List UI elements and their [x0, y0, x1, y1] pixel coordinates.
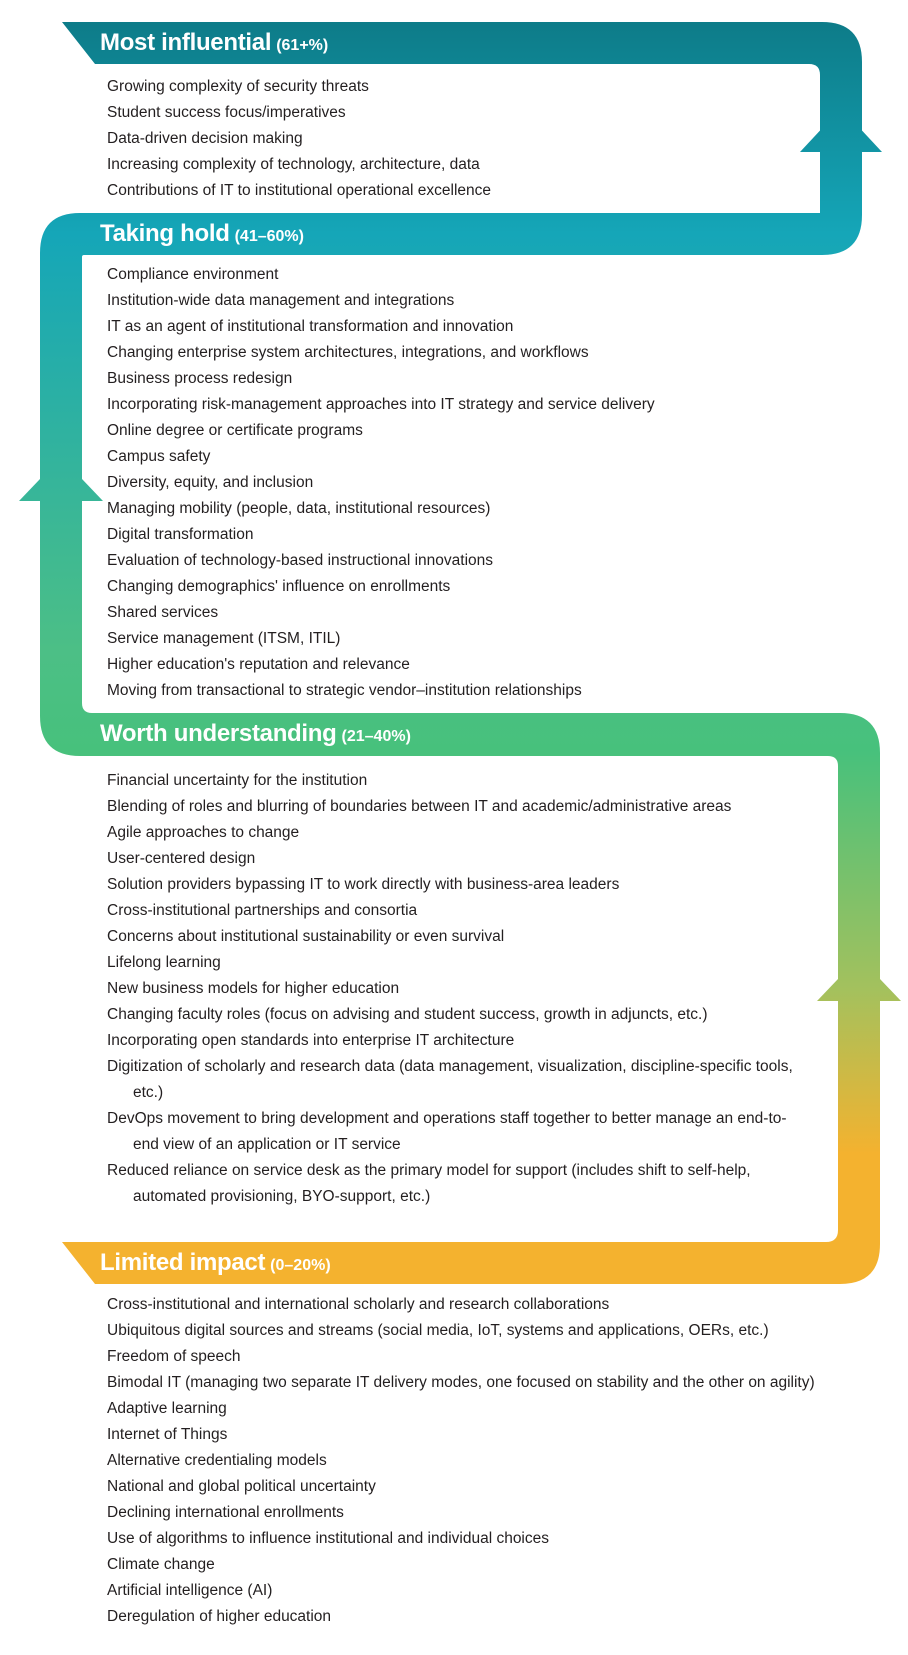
list-item: Evaluation of technology-based instructional innovations — [107, 552, 494, 569]
tier-list-most-influential — [107, 74, 491, 204]
tier-header-limited-impact — [100, 1248, 331, 1281]
list-item: Blending of roles and blurring of boundaries between IT and academic/administrative areas — [107, 798, 732, 815]
list-item: Incorporating risk-management approaches into IT strategy and service delivery — [107, 396, 655, 413]
list-item: Increasing complexity of technology, architecture, data — [107, 156, 480, 173]
list-item: Online degree or certificate programs — [107, 422, 363, 439]
list-item: Bimodal IT (managing two separate IT delivery modes, one focused on stability and the other on agility) — [107, 1374, 815, 1391]
tier-range: (21–40%) — [341, 728, 411, 745]
tier-title: Most influential — [100, 29, 272, 56]
list-item: Moving from transactional to strategic vendor–institution relationships — [107, 682, 582, 699]
list-item: Higher education's reputation and relevance — [107, 656, 410, 673]
list-item: Contributions of IT to institutional operational excellence — [107, 182, 491, 199]
list-item: Alternative credentialing models — [107, 1452, 327, 1469]
list-item: Service management (ITSM, ITIL) — [107, 630, 341, 647]
list-item: National and global political uncertainty — [107, 1478, 376, 1495]
list-item: Solution providers bypassing IT to work directly with business-area leaders — [107, 876, 620, 893]
list-item: Artificial intelligence (AI) — [107, 1582, 273, 1599]
list-item: Use of algorithms to influence institutional and individual choices — [107, 1530, 549, 1547]
list-item: Ubiquitous digital sources and streams (social media, IoT, systems and applications, OERs, etc.) — [107, 1322, 769, 1339]
list-item: Institution-wide data management and integrations — [107, 292, 455, 309]
list-item: Data-driven decision making — [107, 130, 303, 147]
list-item: User-centered design — [107, 850, 256, 867]
tier-header-taking-hold — [100, 219, 304, 252]
list-item: Agile approaches to change — [107, 824, 300, 841]
list-item: Declining international enrollments — [107, 1504, 344, 1521]
list-item: Internet of Things — [107, 1426, 228, 1443]
tier-list-taking-hold — [107, 262, 655, 704]
list-item: Lifelong learning — [107, 954, 221, 971]
list-item: Cross-institutional partnerships and consortia — [107, 902, 418, 919]
list-item: Growing complexity of security threats — [107, 78, 369, 95]
tier-title: Worth understanding — [100, 720, 337, 747]
list-item: Changing enterprise system architectures, integrations, and workflows — [107, 344, 589, 361]
tier-list-limited-impact — [107, 1292, 815, 1630]
list-item: Digitization of scholarly and research data (data management, visualization, discipline-specific tools, etc.) — [107, 1058, 793, 1101]
list-item: Changing faculty roles (focus on advising and student success, growth in adjuncts, etc.) — [107, 1006, 708, 1023]
list-item: Managing mobility (people, data, institutional resources) — [107, 500, 491, 517]
tier-range: (41–60%) — [234, 228, 304, 245]
list-item: Business process redesign — [107, 370, 293, 387]
tier-range: (0–20%) — [270, 1257, 331, 1274]
list-item: New business models for higher education — [107, 980, 400, 997]
tier-title: Taking hold — [100, 220, 230, 247]
list-item: Reduced reliance on service desk as the primary model for support (includes shift to self-help, automated provisioning, BYO-support, etc.) — [107, 1162, 751, 1205]
list-item: Adaptive learning — [107, 1400, 227, 1417]
tier-header-most-influential — [100, 28, 328, 61]
list-item: Digital transformation — [107, 526, 254, 543]
list-item: Climate change — [107, 1556, 215, 1573]
tier-header-worth-understanding — [100, 719, 411, 752]
list-item: IT as an agent of institutional transformation and innovation — [107, 318, 514, 335]
list-item: Student success focus/imperatives — [107, 104, 346, 121]
list-item: Financial uncertainty for the institution — [107, 772, 368, 789]
tier-range: (61+%) — [276, 37, 329, 54]
list-item: Freedom of speech — [107, 1348, 241, 1365]
tier-title: Limited impact — [100, 1249, 266, 1276]
list-item: Compliance environment — [107, 266, 279, 283]
list-item: Campus safety — [107, 448, 211, 465]
list-item: Incorporating open standards into enterprise IT architecture — [107, 1032, 515, 1049]
list-item: Deregulation of higher education — [107, 1608, 332, 1625]
list-item: Concerns about institutional sustainability or even survival — [107, 928, 505, 945]
list-item: Cross-institutional and international scholarly and research collaborations — [107, 1296, 610, 1313]
tier-list-worth-understanding — [107, 768, 807, 1210]
list-item: DevOps movement to bring development and operations staff together to better manage an end-to-end view of an application or IT service — [107, 1110, 787, 1153]
list-item: Diversity, equity, and inclusion — [107, 474, 314, 491]
list-item: Changing demographics' influence on enrollments — [107, 578, 451, 595]
list-item: Shared services — [107, 604, 219, 621]
